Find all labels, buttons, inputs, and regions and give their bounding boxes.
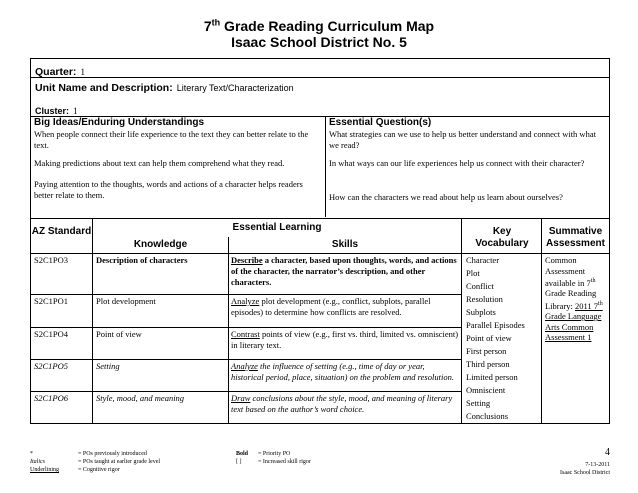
assessment-link-line[interactable]: Grade Language <box>545 311 602 322</box>
assessment-link[interactable]: 2011 7th <box>574 300 603 311</box>
vocab-item: Omniscient <box>466 385 506 395</box>
footer-district: Isaac School District <box>560 470 610 476</box>
row-2-knowledge: Plot development <box>96 296 156 306</box>
big-idea-2: Making predictions about text can help them comprehend what they read. <box>34 158 285 168</box>
vocab-item: Subplots <box>466 307 496 317</box>
row-5-skill: Draw conclusions about the style, mood, and meaning of literary text based on the author’s word choice. <box>231 393 453 414</box>
question-1: What strategies can we use to help us better understand and connect with what we read? <box>329 129 596 150</box>
assessment-link-line[interactable]: Assessment 1 <box>545 332 592 343</box>
row-2-skill: Analyze plot development (e.g., conflict, subplots, parallel episodes) to determine how conflicts are resolved. <box>231 296 431 317</box>
row-2-standard: S2C1PO1 <box>34 296 69 306</box>
vocabulary-list <box>466 254 525 423</box>
vocab-item: Parallel Episodes <box>466 320 525 330</box>
vocab-item: Third person <box>466 359 510 369</box>
row-5-standard: S2C1PO6 <box>34 393 68 403</box>
row-3-knowledge: Point of view <box>96 329 142 339</box>
big-idea-1: When people connect their life experience to the text they can better relate to the text. <box>34 129 309 150</box>
question-2: In what ways can our life experiences help us connect with their character? <box>329 158 585 168</box>
unit-label: Unit Name and Description: <box>35 82 173 94</box>
vocab-item: Character <box>466 255 500 265</box>
assessment-link-line[interactable]: Arts Common <box>545 321 594 332</box>
questions-heading: Essential Question(s) <box>329 117 432 128</box>
vocab-item: Resolution <box>466 294 503 304</box>
vocab-item: Conclusions <box>466 411 509 421</box>
footer-legend: * = POs previously introduced Italics = POs taught at earlier grade level Underlining = Cognitive rigor <box>30 451 161 473</box>
unit-cluster-row <box>30 77 610 117</box>
school-name: Isaac School District No. 5 <box>231 34 407 50</box>
big-ideas-heading: Big Ideas/Enduring Understandings <box>34 117 205 128</box>
quarter-value: 1 <box>80 67 85 77</box>
question-3: How can the characters we read about help us learn about ourselves? <box>329 192 563 202</box>
header-knowledge: Knowledge <box>133 239 188 250</box>
header-skills: Skills <box>331 239 359 250</box>
row-1-standard: S2C1PO3 <box>34 255 69 265</box>
vocab-item: Conflict <box>466 281 494 291</box>
row-4-knowledge: Setting <box>96 361 120 371</box>
row-3-standard: S2C1PO4 <box>34 329 69 339</box>
row-3-skill: Contrast points of view (e.g., first vs. third, limited vs. omniscient) in literary text. <box>231 329 459 350</box>
big-idea-3: Paying attention to the thoughts, words and actions of a character helps readers better relate to them. <box>34 179 303 200</box>
header-essential-learning: Essential Learning <box>232 222 322 233</box>
vocab-item: Plot <box>466 268 480 278</box>
cluster-value: 1 <box>73 106 78 116</box>
row-1-knowledge: Description of characters <box>96 255 188 265</box>
vocab-item: Setting <box>466 398 491 408</box>
cluster-label: Cluster: <box>35 106 70 116</box>
footer-date: 7-13-2011 <box>585 462 610 468</box>
vocab-item: Point of view <box>466 333 512 343</box>
curriculum-table <box>30 218 610 424</box>
row-4-skill: Analyze the influence of setting (e.g., time of day or year, historical period, place, situation) on the problem and resolution. <box>231 361 454 382</box>
quarter-label: Quarter: <box>35 66 77 78</box>
header-summative-assessment: Summative Assessment <box>546 226 605 249</box>
summative-text: Common Assessment available in 7th Grade Reading Library: 2011 7th Grade Language Arts Common Assessment 1 <box>545 255 603 343</box>
quarter-row <box>30 58 610 78</box>
header-key-vocabulary: Key Vocabulary <box>475 226 529 249</box>
vocab-item: Limited person <box>466 372 518 382</box>
row-5-knowledge: Style, mood, and meaning <box>96 393 185 403</box>
row-4-standard: S2C1PO5 <box>34 361 68 371</box>
ideas-questions-section <box>30 116 610 219</box>
vocab-item: First person <box>466 346 507 356</box>
page-title: 7th Grade Reading Curriculum Map <box>203 17 435 34</box>
header-az-standard: AZ Standard <box>31 226 92 237</box>
row-1-skill: Describe a character, based upon thoughts, words, and actions of the character, the narrator’s description, and other characters. <box>231 255 457 287</box>
unit-value: Literary Text/Characterization <box>176 83 294 93</box>
page-number: 4 <box>605 447 610 458</box>
footer-legend-2: Bold = Priority PO [ ] = Increased skill rigor <box>236 451 311 465</box>
